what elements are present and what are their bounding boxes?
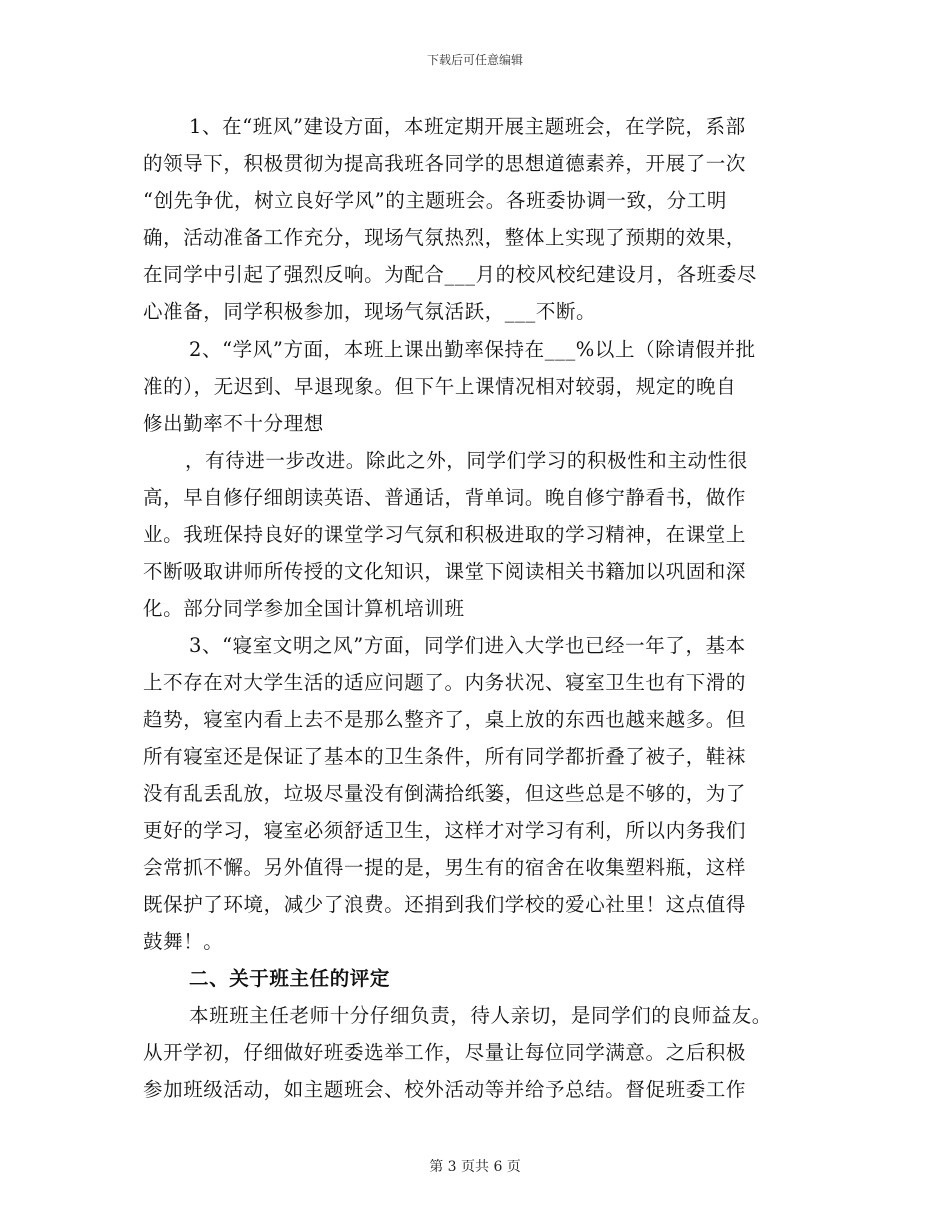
body-line: ，有待进一步改进。除此之外，同学们学习的积极性和主动性很	[185, 449, 748, 472]
body-line: 从开学初，仔细做好班委选举工作，尽量让每位同学满意。之后积极	[143, 1041, 747, 1064]
body-line: 上不存在对大学生活的适应问题了。内务状况、寝室卫生也有下滑的	[143, 671, 747, 694]
body-line: 更好的学习，寝室必须舒适卫生，这样才对学习有利，所以内务我们	[143, 819, 747, 842]
body-line: 修出勤率不十分理想	[143, 412, 324, 435]
body-line: 参加班级活动，如主题班会、校外活动等并给予总结。督促班委工作	[143, 1078, 747, 1101]
section-heading: 二、关于班主任的评定	[189, 967, 391, 990]
body-line: 趋势，寝室内看上去不是那么整齐了，桌上放的东西也越来越多。但	[143, 708, 747, 731]
body-line: 既保护了环境，减少了浪费。还捐到我们学校的爱心社里！这点值得	[143, 893, 747, 916]
body-line: 在同学中引起了强烈反响。为配合___月的校风校纪建设月，各班委尽	[143, 263, 757, 286]
body-line: 所有寝室还是保证了基本的卫生条件，所有同学都折叠了被子，鞋袜	[143, 745, 747, 768]
body-line: 2、“学风”方面，本班上课出勤率保持在___%以上（除请假并批	[189, 338, 756, 361]
body-line: 本班班主任老师十分仔细负责，待人亲切，是同学们的良师益友。	[189, 1004, 772, 1027]
body-line: 会常抓不懈。另外值得一提的是，男生有的宿舍在收集塑料瓶，这样	[143, 856, 747, 879]
page-number-footer: 第 3 页共 6 页	[429, 1159, 521, 1175]
page-header: 下载后可任意编辑	[426, 53, 523, 67]
body-line: 业。我班保持良好的课堂学习气氛和积极进取的学习精神，在课堂上	[143, 523, 747, 546]
body-line: 确，活动准备工作充分，现场气氛热烈，整体上实现了预期的效果，	[143, 226, 747, 249]
body-line: 3、“寝室文明之风”方面，同学们进入大学也已经一年了，基本	[189, 634, 746, 657]
body-line: 的领导下，积极贯彻为提高我班各同学的思想道德素养，开展了一次	[143, 152, 747, 175]
body-line: 准的），无迟到、早退现象。但下午上课情况相对较弱，规定的晚自	[143, 375, 737, 398]
body-line: 鼓舞！。	[143, 930, 224, 953]
body-line: 没有乱丢乱放，垃圾尽量没有倒满拾纸篓，但这些总是不够的，为了	[143, 782, 747, 805]
body-line: 高，早自修仔细朗读英语、普通话，背单词。晚自修宁静看书，做作	[143, 486, 747, 509]
body-line: 不断吸取讲师所传授的文化知识，课堂下阅读相关书籍加以巩固和深	[143, 560, 747, 583]
body-line: 心准备，同学积极参加，现场气氛活跃，___不断。	[143, 300, 597, 323]
body-line: 1、在“班风”建设方面，本班定期开展主题班会，在学院，系部	[189, 115, 746, 138]
body-line: “创先争优，树立良好学风”的主题班会。各班委协调一致，分工明	[143, 189, 727, 212]
body-line: 化。部分同学参加全国计算机培训班	[143, 597, 465, 620]
